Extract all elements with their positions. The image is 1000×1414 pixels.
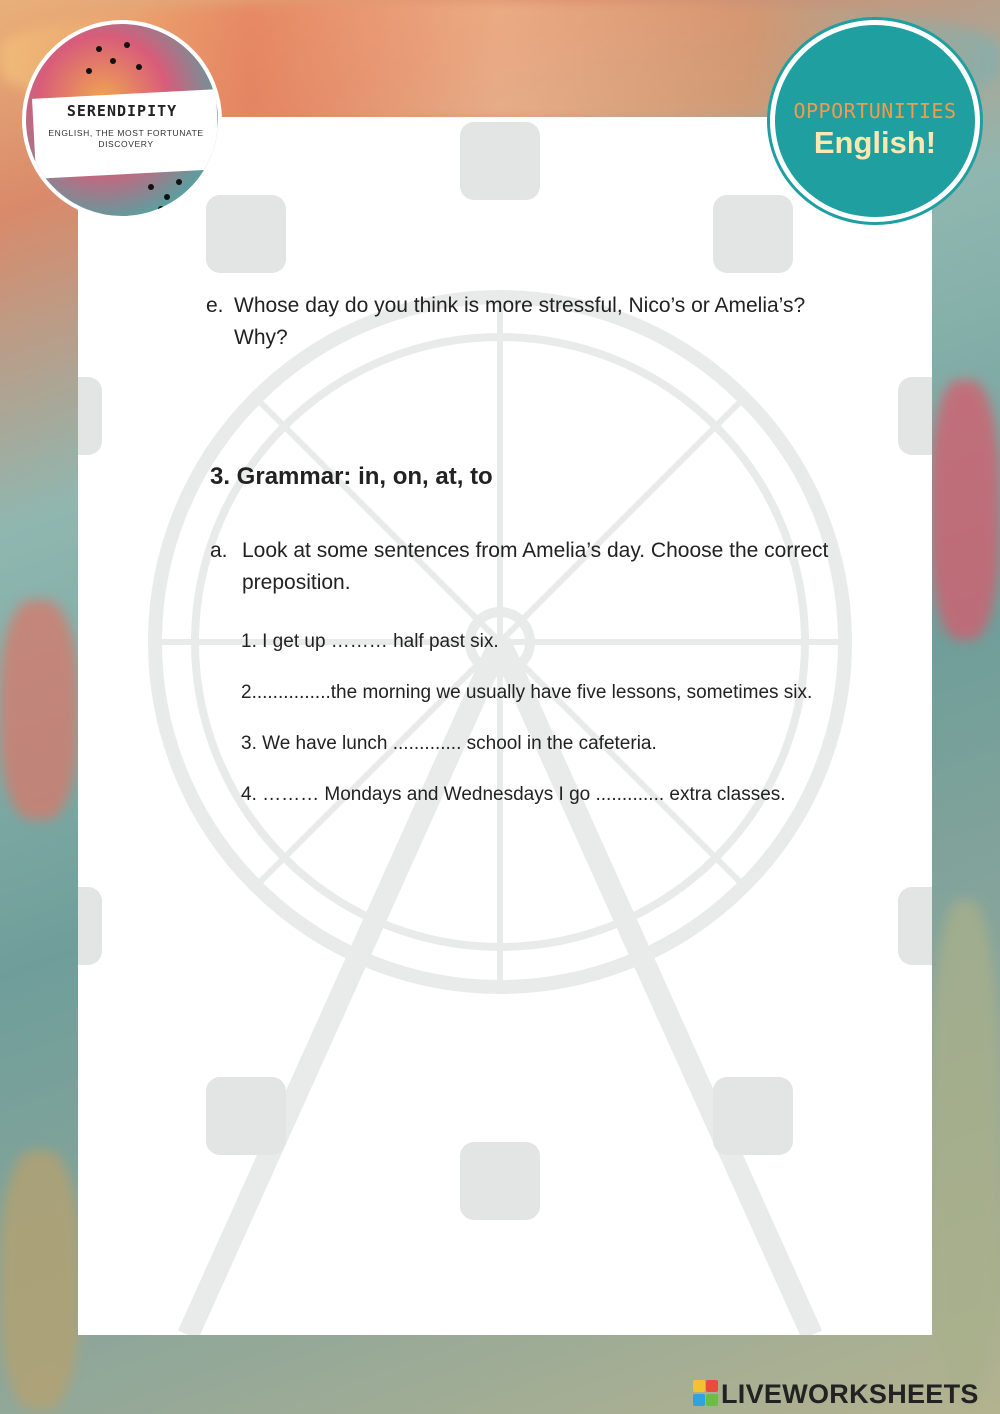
question-e [206, 290, 886, 354]
background-paint [930, 380, 1000, 640]
question-text-continued: preposition. [242, 571, 351, 594]
logo-line-2: English! [813, 125, 937, 160]
worksheet-page [78, 117, 932, 1335]
logo-line-1: OPPORTUNITIES [793, 99, 957, 123]
exercise-item: 1. I get up ……… half past six. [241, 631, 499, 652]
question-text: Whose day do you think is more stressful, Nico’s or Amelia’s? [234, 294, 806, 317]
brand-name: LIVEWORKSHEETS [721, 1378, 979, 1409]
exercise-list [241, 627, 921, 831]
question-text-continued: Why? [234, 326, 288, 349]
question-letter: a. [210, 539, 228, 562]
exercise-item: 4. ……… Mondays and Wednesdays I go ............. extra classes. [241, 784, 786, 805]
exercise-item: 3. We have lunch ............. school in the cafeteria. [241, 733, 657, 754]
question-letter: e. [206, 294, 224, 317]
logo-title: SERENDIPITY [66, 102, 178, 120]
exercise-item: 2...............the morning we usually have five lessons, sometimes six. [241, 682, 813, 703]
question-text: Look at some sentences from Amelia’s day. Choose the correct [242, 539, 829, 562]
question-a [210, 535, 910, 599]
background-paint [930, 900, 1000, 1400]
opportunities-logo [770, 20, 980, 222]
logo-tagline: ENGLISH, THE MOST FORTUNATE DISCOVERY [48, 128, 204, 149]
background-paint [0, 1150, 80, 1410]
section-title: 3. Grammar: in, on, at, to [210, 463, 493, 490]
serendipity-logo [22, 20, 222, 220]
background-paint [0, 600, 78, 820]
liveworksheets-brand[interactable] [693, 1378, 979, 1410]
liveworksheets-logo-icon [693, 1380, 719, 1408]
